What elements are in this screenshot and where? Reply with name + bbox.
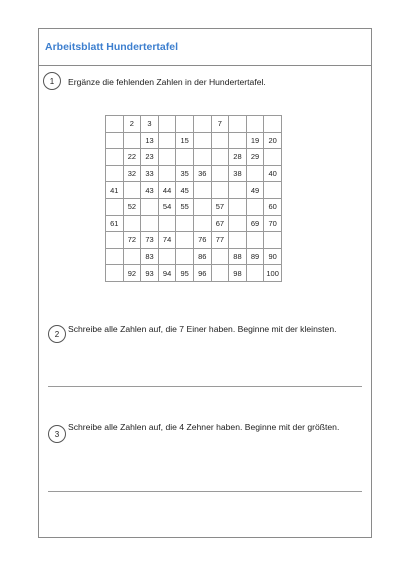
- grid-cell[interactable]: [211, 132, 229, 149]
- grid-cell: 86: [193, 248, 211, 265]
- grid-cell[interactable]: [211, 165, 229, 182]
- grid-cell: 54: [158, 198, 176, 215]
- grid-cell[interactable]: [246, 198, 264, 215]
- grid-cell: 7: [211, 116, 229, 133]
- grid-cell: 60: [264, 198, 282, 215]
- answer-line-task-2[interactable]: [48, 386, 362, 387]
- task-2-text: Schreibe alle Zahlen auf, die 7 Einer haben. Beginne mit der kleinsten.: [68, 324, 337, 334]
- grid-cell: 77: [211, 232, 229, 249]
- grid-cell[interactable]: [211, 182, 229, 199]
- grid-cell: 38: [229, 165, 247, 182]
- grid-cell[interactable]: [123, 132, 141, 149]
- grid-cell[interactable]: [158, 165, 176, 182]
- grid-cell: 76: [193, 232, 211, 249]
- grid-cell[interactable]: [176, 232, 194, 249]
- grid-cell: 3: [141, 116, 159, 133]
- grid-cell: 33: [141, 165, 159, 182]
- grid-cell[interactable]: [176, 215, 194, 232]
- grid-cell[interactable]: [246, 232, 264, 249]
- hundred-chart: [105, 115, 282, 282]
- task-3-number: 3: [48, 425, 66, 443]
- grid-cell: 67: [211, 215, 229, 232]
- grid-cell[interactable]: [106, 198, 124, 215]
- grid-cell[interactable]: [158, 116, 176, 133]
- grid-cell[interactable]: [123, 215, 141, 232]
- grid-cell: 13: [141, 132, 159, 149]
- answer-line-task-3[interactable]: [48, 491, 362, 492]
- grid-cell: 89: [246, 248, 264, 265]
- grid-cell: 32: [123, 165, 141, 182]
- grid-cell: 52: [123, 198, 141, 215]
- grid-cell: 74: [158, 232, 176, 249]
- grid-cell: 43: [141, 182, 159, 199]
- grid-cell[interactable]: [193, 182, 211, 199]
- grid-cell: 88: [229, 248, 247, 265]
- task-1-number: 1: [43, 72, 61, 90]
- grid-cell: 40: [264, 165, 282, 182]
- grid-row: [106, 215, 282, 232]
- grid-cell[interactable]: [229, 232, 247, 249]
- grid-row: [106, 232, 282, 249]
- grid-row: [106, 248, 282, 265]
- grid-cell: 61: [106, 215, 124, 232]
- grid-cell: 72: [123, 232, 141, 249]
- grid-cell[interactable]: [211, 149, 229, 166]
- grid-cell[interactable]: [106, 149, 124, 166]
- worksheet-header: [39, 29, 371, 66]
- grid-cell: 98: [229, 265, 247, 282]
- grid-cell: 44: [158, 182, 176, 199]
- grid-cell: 96: [193, 265, 211, 282]
- grid-cell: 100: [264, 265, 282, 282]
- grid-cell: 41: [106, 182, 124, 199]
- grid-row: [106, 265, 282, 282]
- grid-cell[interactable]: [106, 165, 124, 182]
- grid-cell: 45: [176, 182, 194, 199]
- grid-cell: 36: [193, 165, 211, 182]
- grid-cell[interactable]: [246, 165, 264, 182]
- grid-cell[interactable]: [176, 116, 194, 133]
- grid-cell: 29: [246, 149, 264, 166]
- grid-cell[interactable]: [264, 232, 282, 249]
- grid-cell[interactable]: [193, 198, 211, 215]
- grid-cell: 19: [246, 132, 264, 149]
- grid-cell[interactable]: [246, 265, 264, 282]
- grid-cell: 95: [176, 265, 194, 282]
- grid-cell[interactable]: [229, 198, 247, 215]
- grid-cell[interactable]: [193, 132, 211, 149]
- grid-cell[interactable]: [229, 215, 247, 232]
- grid-cell[interactable]: [141, 215, 159, 232]
- grid-cell[interactable]: [106, 232, 124, 249]
- grid-row: [106, 149, 282, 166]
- grid-cell[interactable]: [193, 116, 211, 133]
- grid-cell[interactable]: [123, 248, 141, 265]
- grid-row: [106, 182, 282, 199]
- grid-cell[interactable]: [106, 248, 124, 265]
- grid-cell[interactable]: [158, 149, 176, 166]
- grid-cell[interactable]: [106, 265, 124, 282]
- grid-cell[interactable]: [264, 116, 282, 133]
- grid-cell[interactable]: [158, 132, 176, 149]
- grid-cell: 93: [141, 265, 159, 282]
- grid-cell[interactable]: [211, 248, 229, 265]
- grid-cell: 92: [123, 265, 141, 282]
- task-1-text: Ergänze die fehlenden Zahlen in der Hundertertafel.: [68, 77, 266, 87]
- grid-cell: 20: [264, 132, 282, 149]
- grid-cell: 35: [176, 165, 194, 182]
- grid-cell: 70: [264, 215, 282, 232]
- grid-cell[interactable]: [211, 265, 229, 282]
- worksheet-title: Arbeitsblatt Hundertertafel: [45, 41, 179, 53]
- grid-row: [106, 198, 282, 215]
- grid-cell: 23: [141, 149, 159, 166]
- grid-cell: 73: [141, 232, 159, 249]
- grid-cell[interactable]: [264, 182, 282, 199]
- grid-cell: 69: [246, 215, 264, 232]
- task-3-text: Schreibe alle Zahlen auf, die 4 Zehner haben. Beginne mit der größten.: [68, 422, 340, 432]
- grid-cell[interactable]: [246, 116, 264, 133]
- grid-row: [106, 116, 282, 133]
- grid-cell: 49: [246, 182, 264, 199]
- grid-cell[interactable]: [176, 149, 194, 166]
- grid-cell[interactable]: [229, 182, 247, 199]
- grid-cell[interactable]: [158, 215, 176, 232]
- grid-cell: 28: [229, 149, 247, 166]
- grid-cell[interactable]: [158, 248, 176, 265]
- grid-cell[interactable]: [176, 248, 194, 265]
- grid-cell[interactable]: [141, 198, 159, 215]
- task-2-number: 2: [48, 325, 66, 343]
- grid-cell: 22: [123, 149, 141, 166]
- grid-cell: 15: [176, 132, 194, 149]
- grid-cell[interactable]: [106, 116, 124, 133]
- grid-cell[interactable]: [193, 149, 211, 166]
- grid-cell[interactable]: [106, 132, 124, 149]
- grid-cell[interactable]: [264, 149, 282, 166]
- grid-cell: 55: [176, 198, 194, 215]
- worksheet: [38, 28, 372, 538]
- grid-row: [106, 132, 282, 149]
- grid-cell: 83: [141, 248, 159, 265]
- grid-cell[interactable]: [229, 116, 247, 133]
- grid-cell: 94: [158, 265, 176, 282]
- grid-cell[interactable]: [123, 182, 141, 199]
- grid-row: [106, 165, 282, 182]
- grid-cell: 90: [264, 248, 282, 265]
- grid-cell: 57: [211, 198, 229, 215]
- grid-cell[interactable]: [229, 132, 247, 149]
- grid-cell[interactable]: [193, 215, 211, 232]
- grid-cell: 2: [123, 116, 141, 133]
